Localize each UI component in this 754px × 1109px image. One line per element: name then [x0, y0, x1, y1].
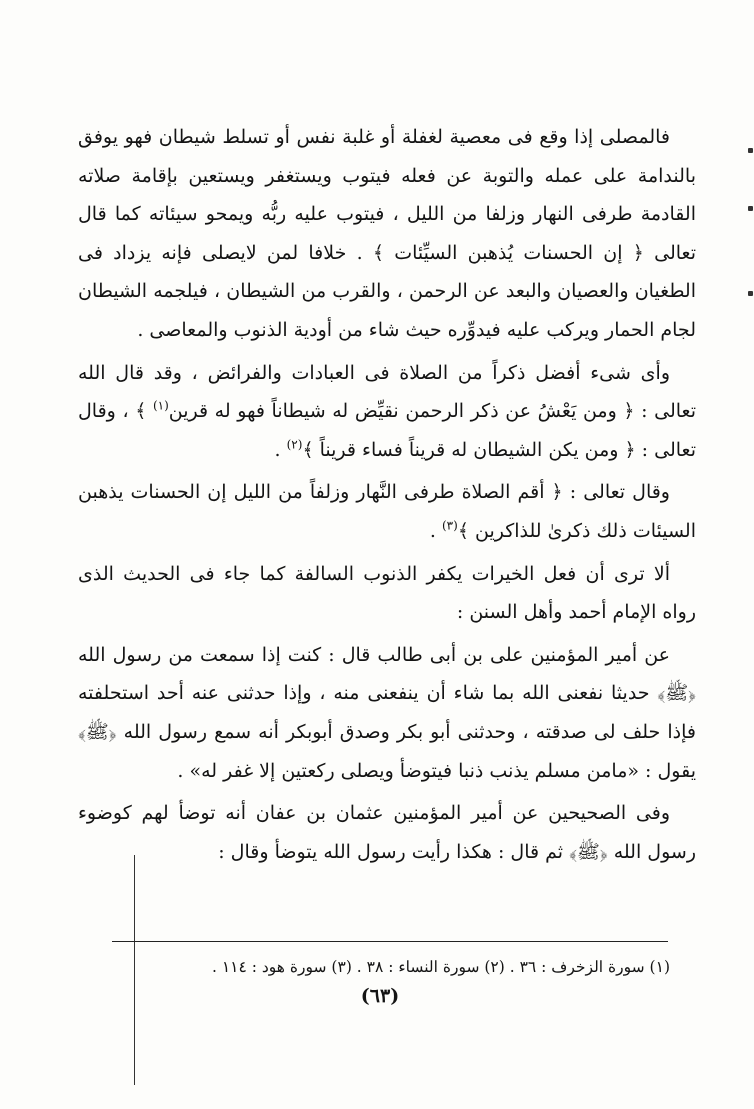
- footnote-ref-3: (٣): [441, 518, 458, 533]
- margin-mark: [748, 206, 753, 211]
- page-number: (٦٣): [360, 985, 400, 1007]
- footnotes: (١) سورة الزخرف : ٣٦ . (٢) سورة النساء : ٣٨ . (٣) سورة هود : ١١٤ .: [211, 958, 670, 976]
- paragraph-3: [78, 473, 696, 550]
- main-text: [78, 118, 696, 871]
- footnote-ref-2: (٢): [286, 437, 303, 452]
- margin-mark: [748, 291, 753, 296]
- footnote-separator: [112, 941, 668, 942]
- paragraph-2: [78, 354, 696, 470]
- paragraph-2-text-cont: ﴾ ، وقال تعالى : ﴿ ومن يكن الشيطان له قريناً فساء قريناً ﴾: [78, 400, 696, 461]
- paragraph-6: وفى الصحيحين عن أمير المؤمنين عثمان بن عفان أنه توضأ لهم كوضوء رسول الله ﴿ﷺ﴾ ثم قال : هكذا رأيت رسول الله يتوضأ وقال :: [78, 802, 696, 863]
- paragraph-5: عن أمير المؤمنين على بن أبى طالب قال : كنت إذا سمعت من رسول الله ﴿ﷺ﴾ حديثا نفعنى الله بما شاء أن ينفعنى منه ، وإذا حدثنى عنه أحد استحلفته فإذا حلف لى صدقته ، وحدثنى أبو بكر وصدق أبوبكر أنه سمع رسول الله ﴿ﷺ﴾ يقول : «مامن مسلم يذنب ذنبا فيتوضأ ويصلى ركعتين إلا غفر له» .: [78, 643, 696, 782]
- paragraph-2-text: وأى شىء أفضل ذكراً من الصلاة فى العبادات والفرائض ، وقد قال الله تعالى : ﴿ ومن يَعْشُ عن ذكر الرحمن نقيِّض له شيطاناً فهو له قرين: [78, 361, 696, 423]
- paragraph-3-text: وقال تعالى : ﴿ أقم الصلاة طرفى النَّهار وزلفاً من الليل إن الحسنات يذهبن السيئات ذلك ذكرىٰ للذاكرين ﴾: [78, 481, 696, 542]
- paragraph-4: ألا ترى أن فعل الخيرات يكفر الذنوب السالفة كما جاء فى الحديث الذى رواه الإمام أحمد وأهل السنن :: [78, 562, 696, 624]
- paragraph-3-end: .: [429, 519, 442, 542]
- paragraph-2-end: .: [274, 438, 287, 461]
- paragraph-1: فالمصلى إذا وقع فى معصية لغفلة أو غلبة نفس أو تسلط شيطان فهو يوفق بالندامة على عمله والتوبة عن فعله فيتوب ويستغفر ويستعين بإقامة صلاته القادمة طرفى النهار وزلفا من الليل ، فيتوب عليه ربُّه ويمحو سيئاته كما قال تعالى ﴿ إن الحسنات يُذهبن السيِّئات ﴾ . خلافا لمن لايصلى فإنه يزداد فى الطغيان والعصيان والبعد عن الرحمن ، والقرب من الشيطان ، فيلجمه الشيطان لجام الحمار ويركب عليه فيدوِّره حيث شاء من أودية الذنوب والمعاصى .: [78, 126, 696, 341]
- footnote-ref-1: (١): [152, 398, 169, 413]
- margin-mark: [748, 148, 753, 153]
- scan-edge-line: [134, 855, 135, 1085]
